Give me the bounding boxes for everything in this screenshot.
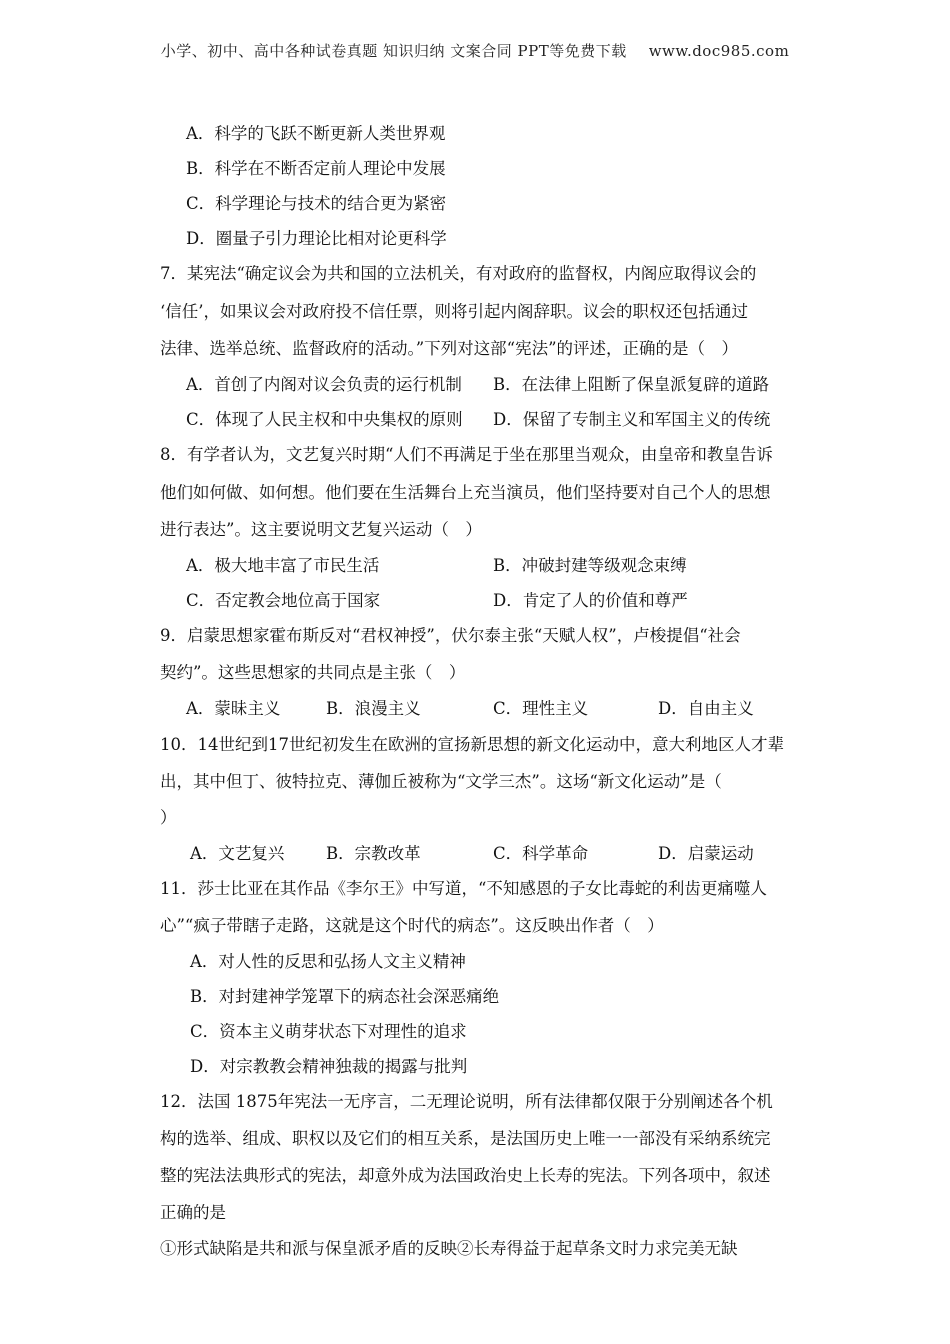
- header-site-text: 小学、初中、高中各种试卷真题 知识归纳 文案合同 PPT等免费下载: [160, 42, 627, 60]
- q8-option-b: B．冲破封建等级观念束缚: [493, 556, 687, 575]
- q6-option-a: A．科学的飞跃不断更新人类世界观: [186, 124, 446, 143]
- q12-stem-line-3: 整的宪法法典形式的宪法，却意外成为法国政治史上长寿的宪法。下列各项中，叙述: [160, 1166, 771, 1185]
- q10-option-d: D．启蒙运动: [658, 844, 754, 863]
- q11-stem-line-2: 心”“疯子带瞎子走路，这就是这个时代的病态”。这反映出作者（ ）: [160, 916, 664, 935]
- q9-option-c: C．理性主义: [493, 699, 589, 718]
- q7-option-b: B．在法律上阻断了保皇派复辟的道路: [493, 375, 770, 394]
- q9-stem-line-2: 契约”。这些思想家的共同点是主张（ ）: [160, 663, 466, 682]
- q11-option-c: C．资本主义萌芽状态下对理性的追求: [190, 1022, 467, 1041]
- q10-stem-line-1: 10．14世纪到17世纪初发生在欧洲的宣扬新思想的新文化运动中，意大利地区人才辈: [160, 735, 784, 754]
- q6-option-b: B．科学在不断否定前人理论中发展: [186, 159, 446, 178]
- q11-option-a: A．对人性的反思和弘扬人文主义精神: [190, 952, 466, 971]
- q7-stem-line-3: 法律、选举总统、监督政府的活动。”下列对这部“宪法”的评述，正确的是（ ）: [160, 339, 739, 358]
- q8-stem-line-1: 8．有学者认为，文艺复兴时期“人们不再满足于坐在那里当观众，由皇帝和教皇告诉: [160, 445, 773, 464]
- q9-option-d: D．自由主义: [658, 699, 754, 718]
- q6-option-d: D．圈量子引力理论比相对论更科学: [186, 229, 447, 248]
- q8-stem-line-2: 他们如何做、如何想。他们要在生活舞台上充当演员，他们坚持要对自己个人的思想: [160, 483, 771, 502]
- q9-stem-line-1: 9．启蒙思想家霍布斯反对“君权神授”，伏尔泰主张“天赋人权”，卢梭提倡“社会: [160, 626, 741, 645]
- header-url[interactable]: www.doc985.com: [648, 42, 790, 60]
- q7-stem-line-1: 7．某宪法“确定议会为共和国的立法机关，有对政府的监督权，内阁应取得议会的: [160, 264, 757, 283]
- q11-option-d: D．对宗教教会精神独裁的揭露与批判: [190, 1057, 468, 1076]
- q7-option-c: C．体现了人民主权和中央集权的原则: [186, 410, 463, 429]
- q6-option-c: C．科学理论与技术的结合更为紧密: [186, 194, 447, 213]
- q8-option-a: A．极大地丰富了市民生活: [186, 556, 380, 575]
- q10-option-a: A．文艺复兴: [190, 844, 285, 863]
- q9-option-a: A．蒙昧主义: [186, 699, 281, 718]
- q11-option-b: B．对封建神学笼罩下的病态社会深恶痛绝: [190, 987, 500, 1006]
- q9-option-b: B．浪漫主义: [326, 699, 421, 718]
- q10-stem-line-3: ）: [160, 808, 177, 827]
- q10-option-c: C．科学革命: [493, 844, 589, 863]
- q8-stem-line-3: 进行表达”。这主要说明文艺复兴运动（ ）: [160, 520, 482, 539]
- q10-stem-line-2: 出，其中但丁、彼特拉克、薄伽丘被称为“文学三杰”。这场“新文化运动”是（: [160, 772, 722, 791]
- q11-stem-line-1: 11．莎士比亚在其作品《李尔王》中写道，“不知感恩的子女比毒蛇的利齿更痛噬人: [160, 879, 767, 898]
- q12-statement-line: ①形式缺陷是共和派与保皇派矛盾的反映②长寿得益于起草条文时力求完美无缺: [160, 1239, 738, 1258]
- q7-stem-line-2: ‘信任’，如果议会对政府投不信任票，则将引起内阁辞职。议会的职权还包括通过: [160, 302, 748, 321]
- q12-stem-line-4: 正确的是: [160, 1203, 226, 1222]
- q7-option-a: A．首创了内阁对议会负责的运行机制: [186, 375, 462, 394]
- q8-option-d: D．肯定了人的价值和尊严: [493, 591, 688, 610]
- q8-option-c: C．否定教会地位高于国家: [186, 591, 381, 610]
- q10-option-b: B．宗教改革: [326, 844, 421, 863]
- q12-stem-line-1: 12．法国 1875年宪法一无序言，二无理论说明，所有法律都仅限于分别阐述各个机: [160, 1092, 773, 1111]
- q12-stem-line-2: 构的选举、组成、职权以及它们的相互关系，是法国历史上唯一一部没有采纳系统完: [160, 1129, 771, 1148]
- q7-option-d: D．保留了专制主义和军国主义的传统: [493, 410, 771, 429]
